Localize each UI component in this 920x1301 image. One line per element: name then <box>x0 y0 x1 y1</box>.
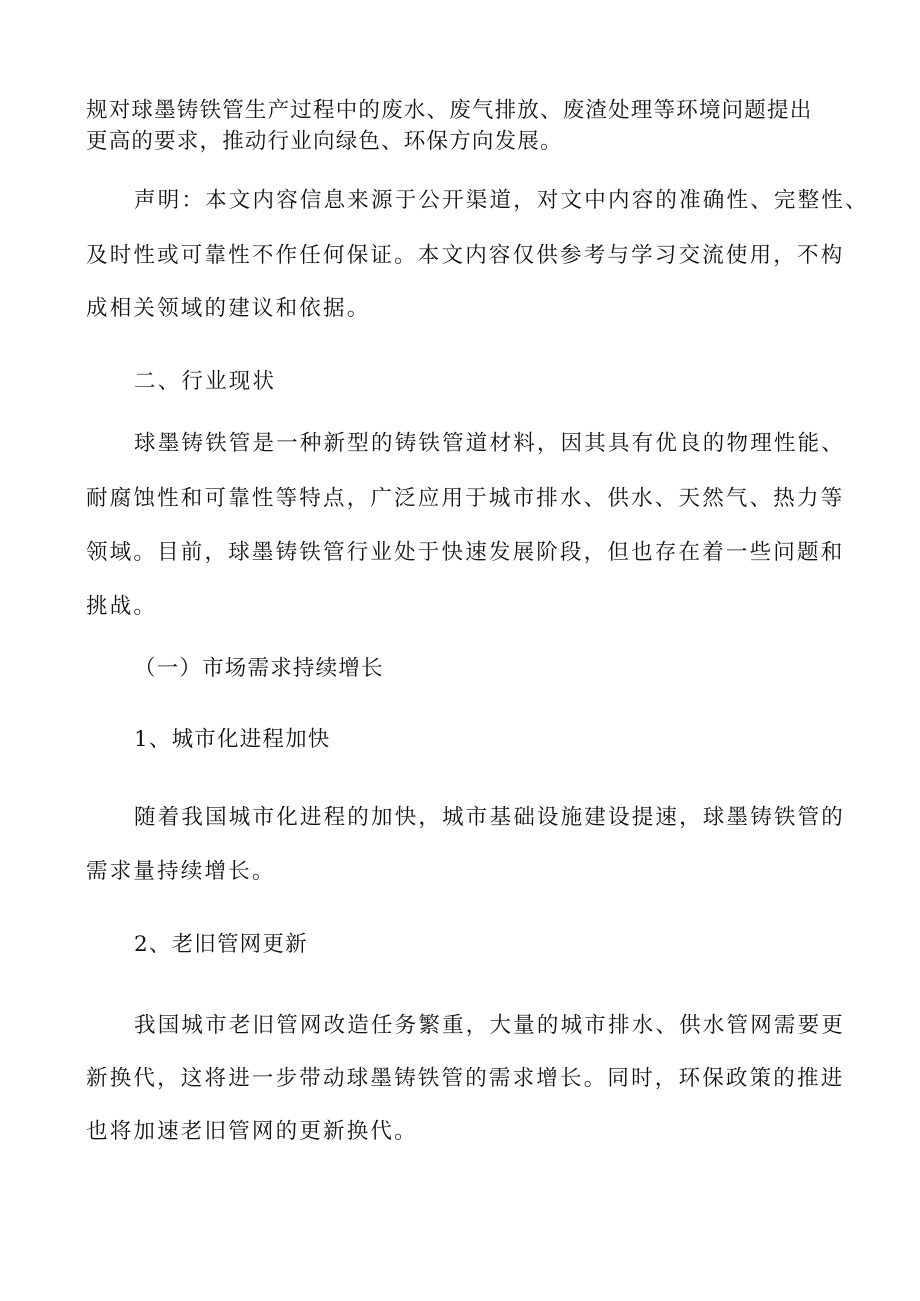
item-2-heading: 2、老旧管网更新 <box>134 932 308 957</box>
item-2-line-2: 新换代，这将进一步带动球墨铸铁管的需求增长。同时，环保政策的推进 <box>86 1066 845 1091</box>
section-heading: 二、行业现状 <box>134 369 277 394</box>
status-paragraph-line-1: 球墨铸铁管是一种新型的铸铁管道材料，因其具有优良的物理性能、 <box>134 431 846 456</box>
item-1-line-2: 需求量持续增长。 <box>86 859 276 884</box>
item-2-line-3: 也将加速老旧管网的更新换代。 <box>86 1119 418 1144</box>
disclaimer-line-2: 及时性或可靠性不作任何保证。本文内容仅供参考与学习交流使用，不构 <box>86 243 845 268</box>
disclaimer-line-3: 成相关领域的建议和依据。 <box>86 296 371 321</box>
subsection-heading: （一）市场需求持续增长 <box>134 656 384 681</box>
item-1-heading: 1、城市化进程加快 <box>134 727 331 752</box>
item-1-line-1: 随着我国城市化进程的加快，城市基础设施建设提速，球墨铸铁管的 <box>134 805 846 830</box>
intro-line-1: 规对球墨铸铁管生产过程中的废水、废气排放、废渣处理等环境问题提出 <box>86 98 813 123</box>
item-2-line-1: 我国城市老旧管网改造任务繁重，大量的城市排水、供水管网需要更 <box>134 1013 846 1038</box>
status-paragraph-line-3: 领域。目前，球墨铸铁管行业处于快速发展阶段，但也存在着一些问题和 <box>86 540 845 565</box>
intro-line-2: 更高的要求，推动行业向绿色、环保方向发展。 <box>86 129 563 154</box>
disclaimer-line-1: 声明：本文内容信息来源于公开渠道，对文中内容的准确性、完整性、 <box>134 188 869 213</box>
status-paragraph-line-2: 耐腐蚀性和可靠性等特点，广泛应用于城市排水、供水、天然气、热力等 <box>86 486 845 511</box>
status-paragraph-line-4: 挑战。 <box>86 594 158 619</box>
